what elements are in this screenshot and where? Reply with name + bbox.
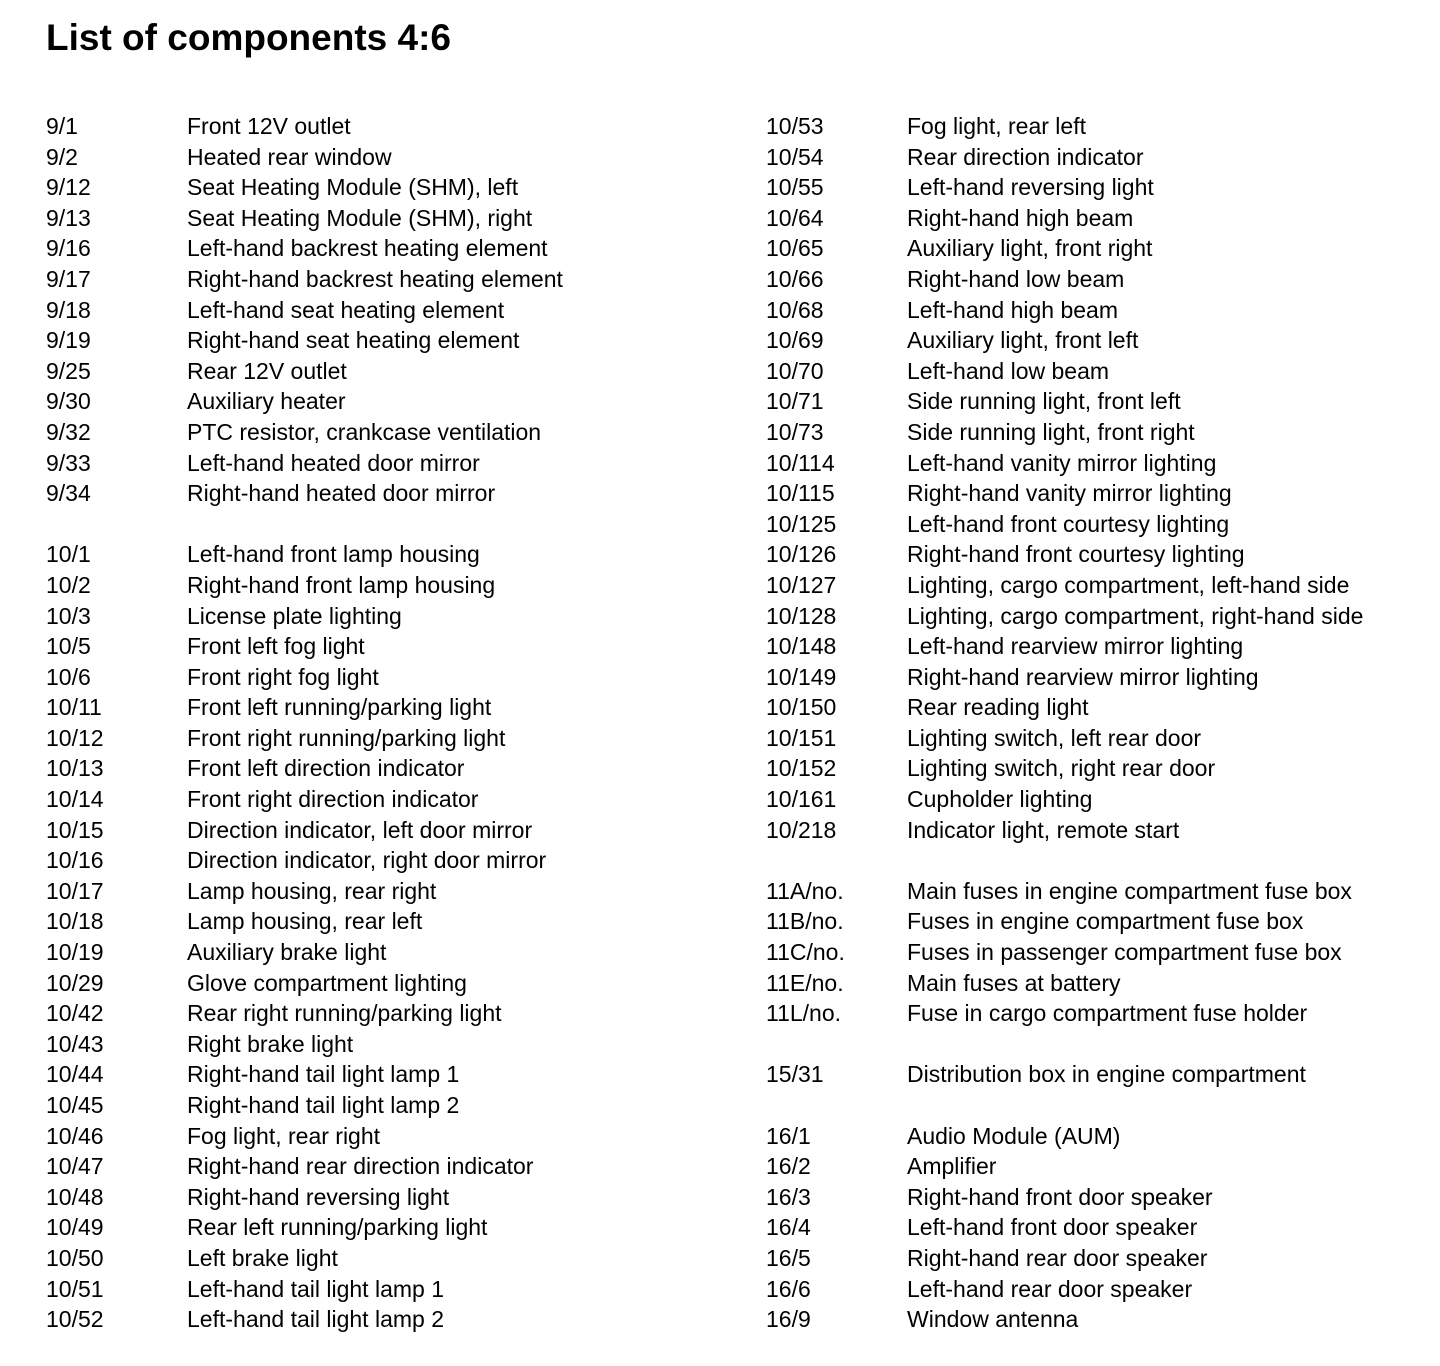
component-description: Fuse in cargo compartment fuse holder — [907, 1000, 1308, 1027]
component-description: Front right running/parking light — [187, 724, 506, 751]
component-description: Right-hand low beam — [907, 265, 1125, 292]
component-code: 10/11 — [46, 694, 102, 721]
component-code: 9/32 — [46, 418, 91, 445]
component-code: 10/152 — [766, 755, 837, 782]
component-code: 9/1 — [46, 113, 78, 139]
component-description: Rear 12V outlet — [187, 357, 347, 384]
component-code: 10/218 — [766, 816, 837, 843]
component-description: Rear direction indicator — [907, 143, 1144, 170]
component-code: 10/128 — [766, 602, 837, 629]
component-code: 16/5 — [766, 1244, 811, 1271]
component-code: 11A/no. — [766, 877, 844, 904]
component-description: Glove compartment lighting — [187, 969, 467, 996]
component-description: Right-hand tail light lamp 2 — [187, 1092, 460, 1118]
component-code: 10/50 — [46, 1244, 104, 1271]
component-code: 16/1 — [766, 1122, 811, 1149]
component-description: Left-hand front door speaker — [907, 1214, 1198, 1241]
component-code: 10/125 — [766, 510, 837, 537]
component-description: Auxiliary light, front left — [907, 327, 1139, 354]
component-description: Right-hand high beam — [907, 204, 1134, 231]
component-code: 9/19 — [46, 327, 91, 354]
component-code: 10/29 — [46, 969, 104, 996]
component-description: Front right fog light — [187, 663, 379, 690]
component-description: Audio Module (AUM) — [907, 1122, 1121, 1149]
component-code: 10/2 — [46, 571, 91, 598]
component-description: Main fuses in engine compartment fuse box — [907, 877, 1352, 904]
component-code: 10/18 — [46, 908, 104, 935]
component-code: 11L/no. — [766, 1000, 842, 1027]
component-code: 10/49 — [46, 1214, 104, 1241]
component-description: Window antenna — [907, 1306, 1079, 1333]
component-code: 10/151 — [766, 724, 837, 751]
component-description: Right-hand rearview mirror lighting — [907, 663, 1259, 690]
component-description: Auxiliary heater — [187, 388, 346, 415]
component-description: Left-hand front lamp housing — [187, 541, 480, 568]
component-description: Left-hand rear door speaker — [907, 1275, 1193, 1302]
component-code: 10/68 — [766, 296, 824, 323]
component-code: 10/70 — [766, 357, 824, 384]
component-description: Lamp housing, rear left — [187, 908, 423, 935]
component-code: 9/25 — [46, 357, 91, 384]
component-code: 9/18 — [46, 296, 91, 323]
component-description: Right-hand reversing light — [187, 1183, 450, 1210]
component-code: 10/73 — [766, 418, 824, 445]
component-description: Right-hand front lamp housing — [187, 571, 496, 598]
component-code: 16/4 — [766, 1214, 811, 1241]
component-code: 10/6 — [46, 663, 91, 690]
component-code: 10/15 — [46, 816, 104, 843]
component-description: Auxiliary light, front right — [907, 235, 1153, 262]
component-code: 10/115 — [766, 480, 835, 507]
component-code: 9/30 — [46, 388, 91, 415]
component-description: Right-hand backrest heating element — [187, 265, 563, 292]
component-description: Left-hand rearview mirror lighting — [907, 633, 1244, 660]
component-code: 10/16 — [46, 847, 104, 874]
component-code: 10/47 — [46, 1153, 104, 1180]
component-code: 10/71 — [766, 388, 824, 415]
component-description: Left-hand heated door mirror — [187, 449, 480, 476]
component-code: 10/53 — [766, 113, 824, 139]
component-code: 9/12 — [46, 174, 91, 201]
component-code: 10/69 — [766, 327, 824, 354]
component-description: License plate lighting — [187, 602, 402, 629]
component-description: Lighting switch, left rear door — [907, 724, 1202, 751]
component-code: 10/44 — [46, 1061, 104, 1088]
component-code: 10/51 — [46, 1275, 104, 1302]
component-description: Auxiliary brake light — [187, 939, 387, 966]
component-code: 9/16 — [46, 235, 91, 262]
component-description: Front left fog light — [187, 633, 365, 660]
component-description: Left-hand high beam — [907, 296, 1118, 323]
component-description: Fog light, rear right — [187, 1122, 381, 1149]
component-description: PTC resistor, crankcase ventilation — [187, 418, 542, 445]
component-code: 16/9 — [766, 1306, 811, 1333]
component-code: 10/114 — [766, 449, 835, 476]
component-code: 10/65 — [766, 235, 824, 262]
component-description: Right-hand seat heating element — [187, 327, 520, 354]
component-code: 10/43 — [46, 1030, 104, 1057]
component-code: 10/48 — [46, 1183, 104, 1210]
component-code: 10/3 — [46, 602, 91, 629]
component-description: Lighting switch, right rear door — [907, 755, 1216, 782]
component-description: Side running light, front right — [907, 418, 1195, 445]
component-code: 10/19 — [46, 939, 104, 966]
component-description: Left brake light — [187, 1244, 338, 1271]
component-description: Front left direction indicator — [187, 755, 465, 782]
component-code: 10/55 — [766, 174, 824, 201]
component-description: Left-hand vanity mirror lighting — [907, 449, 1217, 476]
page-title: List of components 4:6 — [46, 17, 451, 58]
component-description: Right-hand heated door mirror — [187, 480, 496, 507]
component-description: Side running light, front left — [907, 388, 1181, 415]
component-code: 10/64 — [766, 204, 824, 231]
component-description: Direction indicator, right door mirror — [187, 847, 547, 874]
component-code: 16/3 — [766, 1183, 811, 1210]
component-description: Front right direction indicator — [187, 786, 479, 813]
component-description: Left-hand reversing light — [907, 174, 1154, 201]
component-description: Lamp housing, rear right — [187, 877, 437, 904]
component-code: 10/14 — [46, 786, 104, 813]
component-code: 10/127 — [766, 571, 837, 598]
component-code: 15/31 — [766, 1061, 824, 1088]
component-description: Seat Heating Module (SHM), left — [187, 174, 519, 201]
component-description: Direction indicator, left door mirror — [187, 816, 533, 843]
component-description: Amplifier — [907, 1153, 997, 1180]
component-description: Left-hand tail light lamp 1 — [187, 1275, 444, 1302]
component-code: 10/52 — [46, 1306, 104, 1333]
component-description: Left-hand backrest heating element — [187, 235, 548, 262]
component-description: Front 12V outlet — [187, 113, 351, 139]
component-description: Left-hand seat heating element — [187, 296, 505, 323]
component-description: Fuses in engine compartment fuse box — [907, 908, 1304, 935]
component-description: Lighting, cargo compartment, right-hand side — [907, 602, 1364, 629]
component-code: 10/1 — [46, 541, 91, 568]
component-description: Front left running/parking light — [187, 694, 492, 721]
component-description: Rear reading light — [907, 694, 1089, 721]
component-code: 10/148 — [766, 633, 837, 660]
component-description: Main fuses at battery — [907, 969, 1121, 996]
component-description: Heated rear window — [187, 143, 392, 170]
component-description: Lighting, cargo compartment, left-hand side — [907, 571, 1350, 598]
component-code: 16/6 — [766, 1275, 811, 1302]
component-code: 10/46 — [46, 1122, 104, 1149]
component-description: Left-hand low beam — [907, 357, 1110, 384]
component-code: 10/5 — [46, 633, 91, 660]
component-description: Fog light, rear left — [907, 113, 1086, 139]
component-description: Right-hand front courtesy lighting — [907, 541, 1245, 568]
component-code: 9/33 — [46, 449, 91, 476]
component-code: 10/17 — [46, 877, 104, 904]
component-code: 10/42 — [46, 1000, 104, 1027]
component-description: Fuses in passenger compartment fuse box — [907, 939, 1342, 966]
component-code: 10/45 — [46, 1092, 104, 1118]
component-code: 10/54 — [766, 143, 824, 170]
component-code: 10/161 — [766, 786, 837, 813]
component-code: 10/13 — [46, 755, 104, 782]
component-code: 11E/no. — [766, 969, 844, 996]
component-description: Right-hand vanity mirror lighting — [907, 480, 1232, 507]
component-description: Cupholder lighting — [907, 786, 1093, 813]
component-code: 10/12 — [46, 724, 104, 751]
component-description: Left-hand front courtesy lighting — [907, 510, 1230, 537]
component-description: Right-hand rear direction indicator — [187, 1153, 534, 1180]
component-code: 10/149 — [766, 663, 837, 690]
component-description: Indicator light, remote start — [907, 816, 1180, 843]
component-description: Right-hand tail light lamp 1 — [187, 1061, 460, 1088]
component-description: Seat Heating Module (SHM), right — [187, 204, 533, 231]
component-code: 10/126 — [766, 541, 837, 568]
component-code: 9/17 — [46, 265, 91, 292]
component-code: 10/66 — [766, 265, 824, 292]
component-code: 9/34 — [46, 480, 91, 507]
component-code: 9/13 — [46, 204, 91, 231]
component-description: Right-hand front door speaker — [907, 1183, 1213, 1210]
component-code: 9/2 — [46, 143, 78, 170]
component-description: Distribution box in engine compartment — [907, 1061, 1306, 1088]
component-code: 16/2 — [766, 1153, 811, 1180]
component-description: Right brake light — [187, 1030, 354, 1057]
component-description: Right-hand rear door speaker — [907, 1244, 1208, 1271]
component-code: 11B/no. — [766, 908, 844, 935]
component-description: Rear left running/parking light — [187, 1214, 488, 1241]
component-description: Left-hand tail light lamp 2 — [187, 1306, 444, 1333]
component-code: 10/150 — [766, 694, 837, 721]
component-description: Rear right running/parking light — [187, 1000, 502, 1027]
component-code: 11C/no. — [766, 939, 845, 966]
